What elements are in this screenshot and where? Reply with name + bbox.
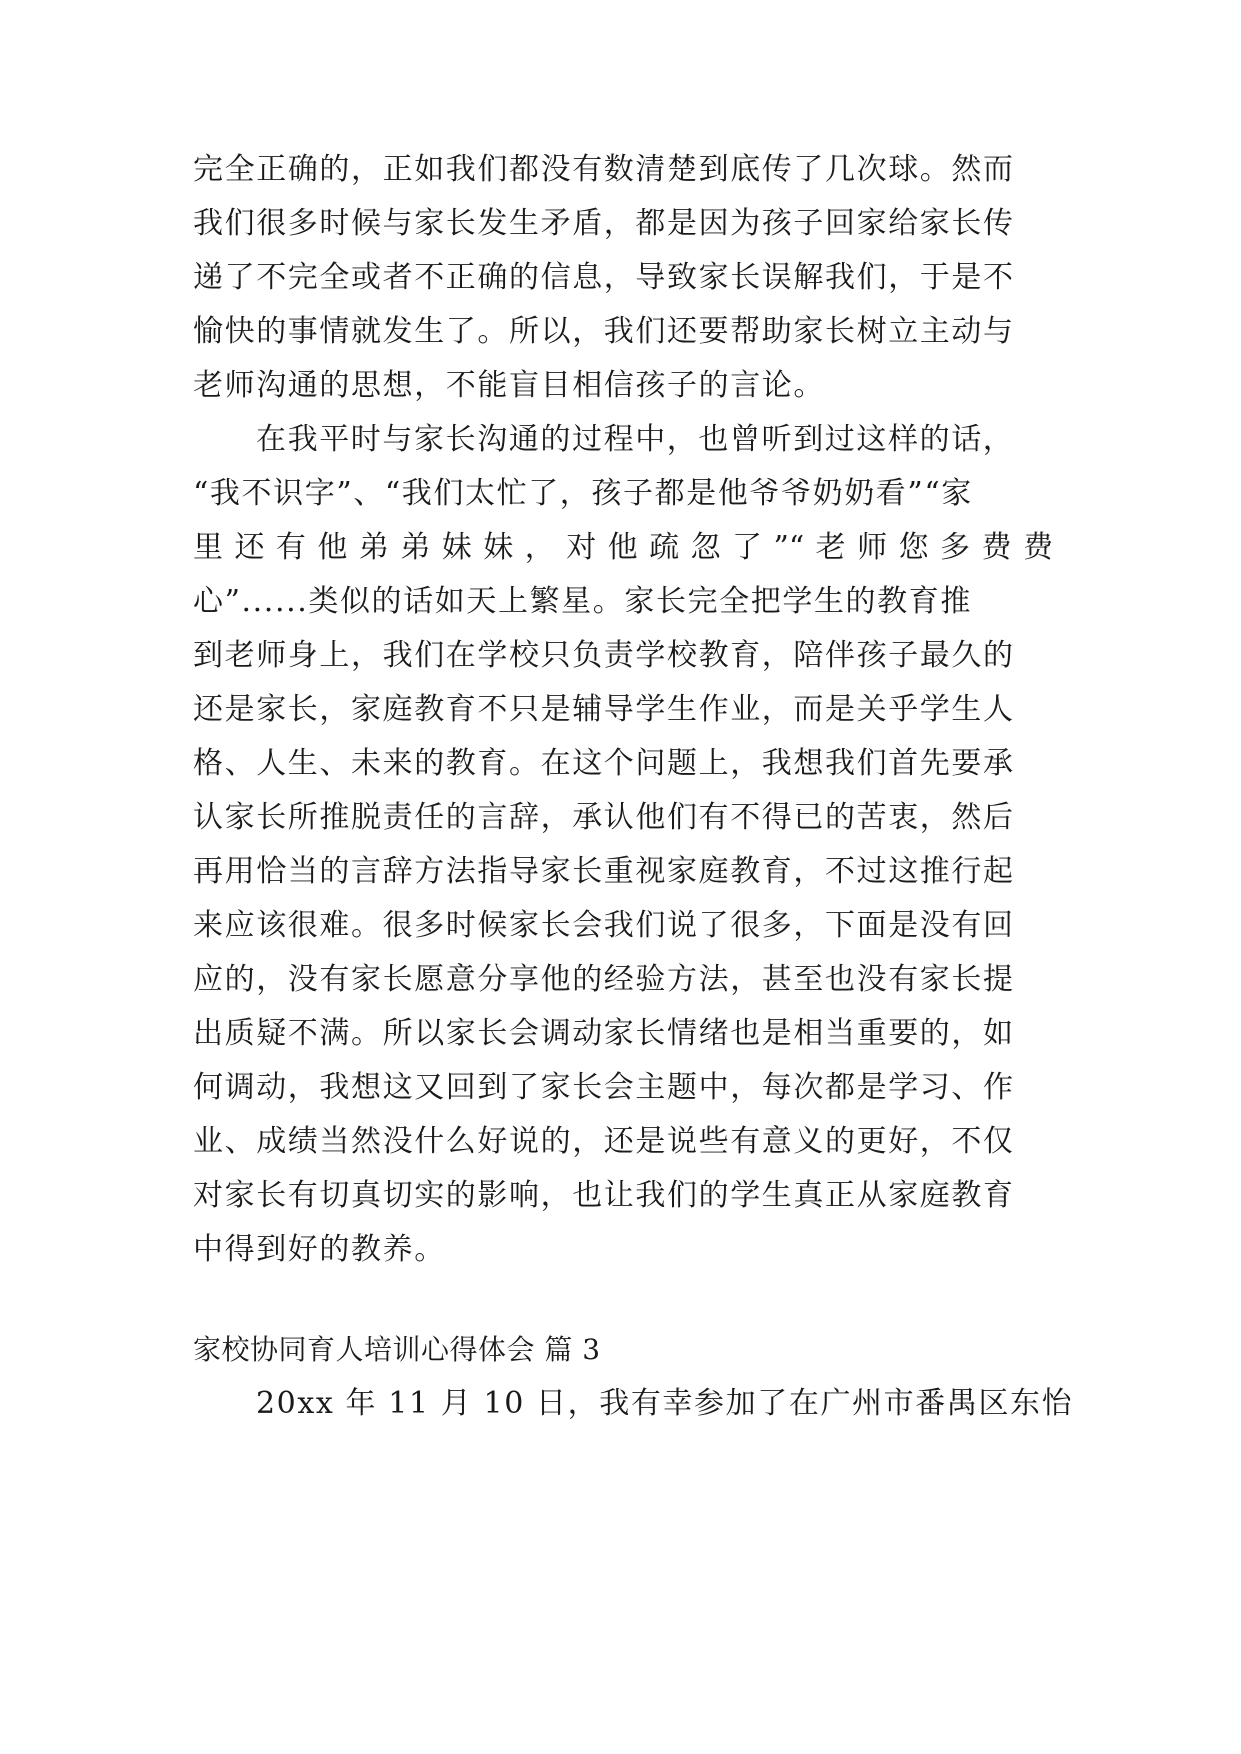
paragraph-line: 何调动，我想这又回到了家长会主题中，每次都是学习、作 (193, 1070, 1015, 1105)
paragraph-line: 中得到好的教养。 (193, 1232, 446, 1267)
paragraph-line: 业、成绩当然没什么好说的，还是说些有意义的更好，不仅 (193, 1124, 1015, 1159)
paragraph-line: 到老师身上，我们在学校只负责学校教育，陪伴孩子最久的 (193, 638, 1015, 673)
paragraph-line: 递了不完全或者不正确的信息，导致家长误解我们，于是不 (193, 260, 1015, 295)
paragraph-line: “我不识字”、“我们太忙了，孩子都是他爷爷奶奶看”“家 (193, 476, 973, 511)
paragraph-line: 认家长所推脱责任的言辞，承认他们有不得已的苦衷，然后 (193, 800, 1015, 835)
paragraph-line: 里还有他弟弟妹妹，对他疏忽了”“老师您多费费 (193, 530, 1053, 565)
paragraph-line: 应的，没有家长愿意分享他的经验方法，甚至也没有家长提 (193, 962, 1015, 997)
paragraph-line: 老师沟通的思想，不能盲目相信孩子的言论。 (193, 368, 825, 403)
paragraph-line: 我们很多时候与家长发生矛盾，都是因为孩子回家给家长传 (193, 206, 1015, 241)
paragraph-line: 再用恰当的言辞方法指导家长重视家庭教育，不过这推行起 (193, 854, 1015, 889)
section-heading: 家校协同育人培训心得体会 篇 3 (193, 1333, 601, 1366)
paragraph-line: 在我平时与家长沟通的过程中，也曾听到过这样的话， (256, 422, 1015, 457)
paragraph-line: 心”......类似的话如天上繁星。家长完全把学生的教育推 (193, 584, 972, 619)
paragraph-line: 对家长有切真切实的影响，也让我们的学生真正从家庭教育 (193, 1178, 1015, 1213)
paragraph-line: 格、人生、未来的教育。在这个问题上，我想我们首先要承 (193, 746, 1015, 781)
paragraph-line: 愉快的事情就发生了。所以，我们还要帮助家长树立主动与 (193, 314, 1015, 349)
paragraph-line: 还是家长，家庭教育不只是辅导学生作业，而是关乎学生人 (193, 692, 1015, 727)
paragraph-line: 出质疑不满。所以家长会调动家长情绪也是相当重要的，如 (193, 1016, 1015, 1051)
paragraph-line: 来应该很难。很多时候家长会我们说了很多，下面是没有回 (193, 908, 1015, 943)
paragraph-line: 完全正确的，正如我们都没有数清楚到底传了几次球。然而 (193, 152, 1015, 187)
paragraph-line: 20xx 年 11 月 10 日，我有幸参加了在广州市番禺区东怡 (256, 1386, 1074, 1421)
